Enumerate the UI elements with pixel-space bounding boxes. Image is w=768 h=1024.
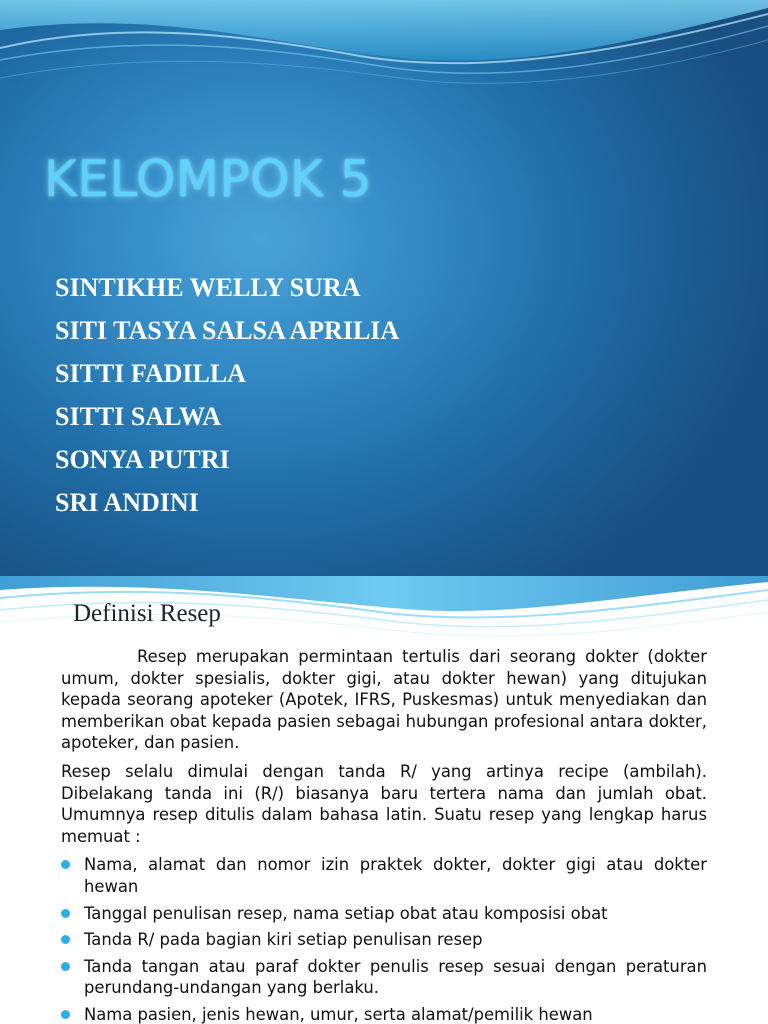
bullet-icon (61, 860, 70, 869)
member-name: SITTI SALWA (55, 402, 221, 431)
member-name: SONYA PUTRI (55, 445, 230, 474)
member-name: SITI TASYA SALSA APRILIA (55, 316, 400, 345)
paragraph-text: Resep merupakan permintaan tertulis dari seorang dokter (dokter umum, dokter spesialis, dokter gigi, atau dokter hewan) yang ditujukan kepada seorang apoteker (Apotek, IFRS, Puskesmas) untuk menyediakan dan memberikan obat kepada pasien sebagai hubungan profesional antara dokter, apoteker, dan pasien. (61, 647, 707, 753)
bullet-icon (61, 962, 70, 971)
list-item-text: Tanda R/ pada bagian kiri setiap penulisan resep (84, 930, 483, 950)
list-item-text: Nama, alamat dan nomor izin praktek dokter, dokter gigi atau dokter hewan (84, 855, 707, 896)
list-item (61, 854, 707, 897)
list-item (61, 956, 707, 999)
list-item (61, 929, 707, 951)
member-name: SITTI FADILLA (55, 359, 246, 388)
list-item (61, 903, 707, 925)
paragraph (61, 761, 707, 847)
list-item-text: Tanggal penulisan resep, nama setiap obat atau komposisi obat (84, 903, 608, 923)
member-name: SINTIKHE WELLY SURA (55, 273, 361, 302)
wave-decoration (0, 0, 768, 100)
list-item (61, 1004, 707, 1024)
definition-body (61, 646, 707, 1024)
list-item-text: Tanda tangan atau paraf dokter penulis resep sesuai dengan peraturan perundang-undangan yang berlaku. (84, 956, 707, 998)
definition-slide (0, 576, 768, 1024)
bullet-icon (61, 935, 70, 944)
bullet-icon (61, 1010, 70, 1019)
bullet-icon (61, 909, 70, 918)
member-list (55, 270, 399, 528)
paragraph-text: Resep selalu dimulai dengan tanda R/ yang artinya recipe (ambilah). Dibelakang tanda ini (R/) biasanya baru tertera nama dan jumlah obat. Umumnya resep ditulis dalam bahasa latin. Suatu resep yang lengkap harus memuat : (61, 761, 707, 846)
member-name: SRI ANDINI (55, 488, 199, 517)
list-item-text: Nama pasien, jenis hewan, umur, serta alamat/pemilik hewan (84, 1004, 593, 1024)
section-title: Definisi Resep (73, 600, 221, 627)
requirements-list (61, 854, 707, 1024)
slide-title: KELOMPOK 5 (44, 150, 372, 208)
paragraph (61, 646, 707, 754)
